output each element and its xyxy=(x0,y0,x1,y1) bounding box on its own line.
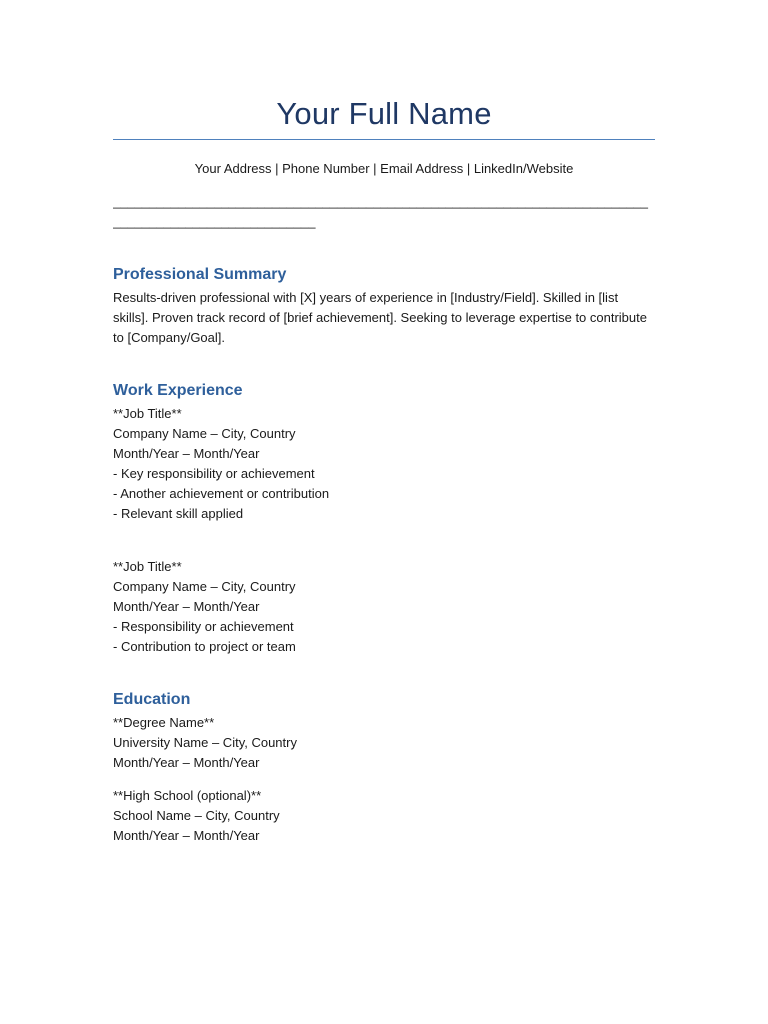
education-school: University Name – City, Country xyxy=(113,735,297,750)
job-bullet: - Contribution to project or team xyxy=(113,639,296,654)
summary-text: Results-driven professional with [X] years of experience in [Industry/Field]. Skilled in [list skills]. Proven track record of [brief achievement]. Seeking to leverage expertise to contribute to [Company/Goal]. xyxy=(113,290,647,345)
job-bullet: - Relevant skill applied xyxy=(113,506,244,521)
title-divider xyxy=(113,139,655,140)
job-title: **Job Title** xyxy=(113,406,182,421)
education-title: **High School (optional)** xyxy=(113,788,262,803)
job-bullet: - Responsibility or achievement xyxy=(113,619,294,634)
education-title: **Degree Name** xyxy=(113,715,215,730)
job-company: Company Name – City, Country xyxy=(113,579,296,594)
education-dates: Month/Year – Month/Year xyxy=(113,828,260,843)
job-bullet: - Key responsibility or achievement xyxy=(113,466,315,481)
education-school: School Name – City, Country xyxy=(113,808,280,823)
section-heading-education: Education xyxy=(113,691,191,708)
job-bullet: - Another achievement or contribution xyxy=(113,486,330,501)
job-company: Company Name – City, Country xyxy=(113,426,296,441)
education-dates: Month/Year – Month/Year xyxy=(113,755,260,770)
section-heading-experience: Work Experience xyxy=(113,382,243,399)
job-dates: Month/Year – Month/Year xyxy=(113,446,260,461)
section-heading-summary: Professional Summary xyxy=(113,266,287,283)
job-dates: Month/Year – Month/Year xyxy=(113,599,260,614)
contact-line: Your Address | Phone Number | Email Address | LinkedIn/Website xyxy=(194,161,574,176)
full-name-title: Your Full Name xyxy=(276,96,492,131)
job-title: **Job Title** xyxy=(113,559,182,574)
underscore-separator: ______________________________________________________________________________________________________ xyxy=(113,194,649,229)
